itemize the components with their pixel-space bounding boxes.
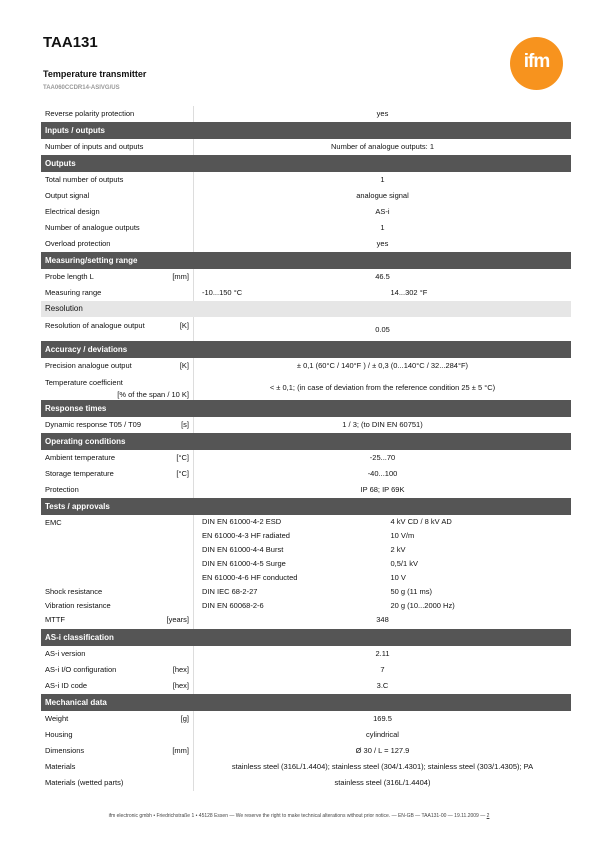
spec-row xyxy=(41,646,571,662)
logo-text: ifm xyxy=(523,51,550,72)
spec-unit: [g] xyxy=(180,714,189,723)
spec-label: Housing xyxy=(45,730,73,739)
spec-label: Output signal xyxy=(45,191,90,200)
section-header: Tests / approvals xyxy=(41,498,571,515)
spec-row xyxy=(41,236,571,252)
spec-label-text: AS-i ID code xyxy=(45,681,88,690)
spec-label: Total number of outputs xyxy=(45,175,124,184)
spec-label-text: Precision analogue output xyxy=(45,361,132,370)
spec-label-text: MTTF xyxy=(45,615,65,624)
spec-row xyxy=(41,172,571,188)
spec-value-pair xyxy=(193,285,571,301)
spec-row xyxy=(41,678,571,694)
spec-row xyxy=(41,358,571,374)
spec-value: 169.5 xyxy=(193,711,571,727)
section-header: Measuring/setting range xyxy=(41,252,571,269)
emc-standard: DIN EN 61000-4-4 Burst xyxy=(202,545,284,554)
section-header: Outputs xyxy=(41,155,571,172)
emc-block xyxy=(41,515,571,585)
spec-unit: [K] xyxy=(179,321,189,330)
spec-label-text: Dynamic response T05 / T09 xyxy=(45,420,142,429)
spec-unit: [K] xyxy=(179,361,189,370)
spec-row xyxy=(41,106,571,122)
page-title: TAA131 xyxy=(43,34,98,51)
spec-value: Number of analogue outputs: 1 xyxy=(193,139,571,155)
emc-row xyxy=(194,571,571,585)
spec-row xyxy=(41,585,571,599)
emc-standard: DIN EN 61000-4-5 Surge xyxy=(202,559,286,568)
spec-label: Shock resistance xyxy=(45,587,103,596)
spec-row xyxy=(41,775,571,791)
spec-value: 1 / 3; (to DIN EN 60751) xyxy=(193,417,571,433)
spec-label xyxy=(41,374,193,400)
spec-row xyxy=(41,450,571,466)
section-header: Mechanical data xyxy=(41,694,571,711)
spec-label: Number of inputs and outputs xyxy=(45,142,144,151)
spec-row xyxy=(41,139,571,155)
spec-label xyxy=(41,743,193,759)
spec-unit: [°C] xyxy=(176,453,189,462)
spec-unit: [s] xyxy=(181,420,189,429)
spec-value: 50 g (11 ms) xyxy=(390,587,433,596)
spec-label xyxy=(41,269,193,285)
spec-label-text: Probe length L xyxy=(45,272,94,281)
spec-label: AS-i version xyxy=(45,649,86,658)
spec-unit: [mm] xyxy=(172,746,189,755)
emc-row xyxy=(194,529,571,543)
spec-label xyxy=(41,358,193,374)
spec-row xyxy=(41,711,571,727)
spec-row xyxy=(41,374,571,400)
section-header: Inputs / outputs xyxy=(41,122,571,139)
spec-value: yes xyxy=(193,106,571,122)
spec-row xyxy=(41,613,571,629)
spec-row xyxy=(41,727,571,743)
spec-label xyxy=(41,678,193,694)
spec-value-pair xyxy=(193,599,571,613)
spec-label: Reverse polarity protection xyxy=(45,109,135,118)
spec-row xyxy=(41,204,571,220)
spec-value: 3.C xyxy=(193,678,571,694)
spec-row xyxy=(41,269,571,285)
spec-value: yes xyxy=(193,236,571,252)
spec-value-standard: DIN EN 60068-2-6 xyxy=(202,601,264,610)
section-header: Accuracy / deviations xyxy=(41,341,571,358)
spec-label xyxy=(41,662,193,678)
spec-label: EMC xyxy=(45,518,62,527)
spec-row xyxy=(41,482,571,498)
spec-unit: [hex] xyxy=(172,665,189,674)
spec-value-celsius: -10...150 °C xyxy=(202,288,243,297)
spec-row xyxy=(41,188,571,204)
subsection-header: Resolution xyxy=(41,301,571,317)
emc-values xyxy=(193,515,571,585)
section-header: AS-i classification xyxy=(41,629,571,646)
ifm-logo xyxy=(510,37,563,90)
spec-row xyxy=(41,285,571,301)
spec-label: Overload protection xyxy=(45,239,111,248)
spec-unit: [% of the span / 10 K] xyxy=(117,390,189,399)
spec-unit: [years] xyxy=(166,615,189,624)
spec-value: 1 xyxy=(193,220,571,236)
spec-label xyxy=(41,450,193,466)
page-number: 2 xyxy=(486,813,490,819)
spec-row xyxy=(41,599,571,613)
emc-value: 10 V/m xyxy=(390,531,415,540)
emc-value: 4 kV CD / 8 kV AD xyxy=(390,517,452,526)
spec-row xyxy=(41,743,571,759)
spec-label-text: Ambient temperature xyxy=(45,453,116,462)
spec-label-text: Resolution of analogue output xyxy=(45,321,145,330)
spec-unit: [°C] xyxy=(176,469,189,478)
spec-label xyxy=(41,466,193,482)
spec-value: analogue signal xyxy=(193,188,571,204)
spec-label xyxy=(41,613,193,629)
spec-label-text: Storage temperature xyxy=(45,469,114,478)
spec-value-fahrenheit: 14...302 °F xyxy=(390,288,428,297)
spec-value: -40...100 xyxy=(193,466,571,482)
section-header: Response times xyxy=(41,400,571,417)
spec-label: Electrical design xyxy=(45,207,100,216)
spec-value: 46.5 xyxy=(193,269,571,285)
spec-row xyxy=(41,759,571,775)
spec-value: < ± 0,1; (in case of deviation from the reference condition 25 ± 5 °C) xyxy=(193,374,571,400)
spec-row xyxy=(41,317,571,341)
emc-standard: DIN EN 61000-4-2 ESD xyxy=(202,517,282,526)
spec-value-standard: DIN IEC 68-2-27 xyxy=(202,587,258,596)
article-code: TAA060CCDR14-ASIVG/US xyxy=(43,85,120,91)
footer-text: ifm electronic gmbh • Friedrichstraße 1 • 45128 Essen — We reserve the right to make technical alterations without prior notice. — EN-GB — TAA131-00 — 19.11.2009 — xyxy=(108,813,486,819)
spec-value: 20 g (10...2000 Hz) xyxy=(390,601,455,610)
spec-value: 0.05 xyxy=(193,317,571,341)
page-footer xyxy=(0,813,598,819)
emc-row xyxy=(194,515,571,529)
spec-value: 1 xyxy=(193,172,571,188)
section-header: Operating conditions xyxy=(41,433,571,450)
emc-standard: EN 61000-4-3 HF radiated xyxy=(202,531,290,540)
emc-standard: EN 61000-4-6 HF conducted xyxy=(202,573,298,582)
spec-value: 348 xyxy=(193,613,571,629)
spec-label: Measuring range xyxy=(45,288,102,297)
spec-row xyxy=(41,466,571,482)
emc-value: 2 kV xyxy=(390,545,406,554)
spec-value: AS-i xyxy=(193,204,571,220)
spec-table xyxy=(41,106,571,791)
spec-value: IP 68; IP 69K xyxy=(193,482,571,498)
spec-value: stainless steel (316L/1.4404) xyxy=(193,775,571,791)
spec-value: 7 xyxy=(193,662,571,678)
spec-label-text: Dimensions xyxy=(45,746,85,755)
emc-value: 0,5/1 kV xyxy=(390,559,419,568)
spec-label-text: Temperature coefficient xyxy=(45,378,123,387)
emc-row xyxy=(194,543,571,557)
spec-label xyxy=(41,417,193,433)
spec-value: -25...70 xyxy=(193,450,571,466)
emc-row xyxy=(194,557,571,571)
spec-value: Ø 30 / L = 127.9 xyxy=(193,743,571,759)
spec-value: ± 0,1 (60°C / 140°F ) / ± 0,3 (0...140°C / 32...284°F) xyxy=(193,358,571,374)
spec-value: 2.11 xyxy=(193,646,571,662)
spec-unit: [mm] xyxy=(172,272,189,281)
spec-label xyxy=(41,317,193,341)
spec-value-pair xyxy=(193,585,571,599)
spec-value: cylindrical xyxy=(193,727,571,743)
spec-unit: [hex] xyxy=(172,681,189,690)
spec-label-text: AS-i I/O configuration xyxy=(45,665,117,674)
spec-label: Number of analogue outputs xyxy=(45,223,140,232)
spec-label: Materials (wetted parts) xyxy=(45,778,124,787)
spec-value: stainless steel (316L/1.4404); stainless steel (304/1.4301); stainless steel (303/1.4305); PA xyxy=(193,759,571,775)
product-subtitle: Temperature transmitter xyxy=(43,69,147,79)
spec-row xyxy=(41,417,571,433)
emc-value: 10 V xyxy=(390,573,406,582)
spec-row xyxy=(41,662,571,678)
spec-label: Vibration resistance xyxy=(45,601,111,610)
spec-label xyxy=(41,711,193,727)
spec-label-text: Weight xyxy=(45,714,69,723)
spec-label: Protection xyxy=(45,485,79,494)
spec-label: Materials xyxy=(45,762,76,771)
spec-row xyxy=(41,220,571,236)
